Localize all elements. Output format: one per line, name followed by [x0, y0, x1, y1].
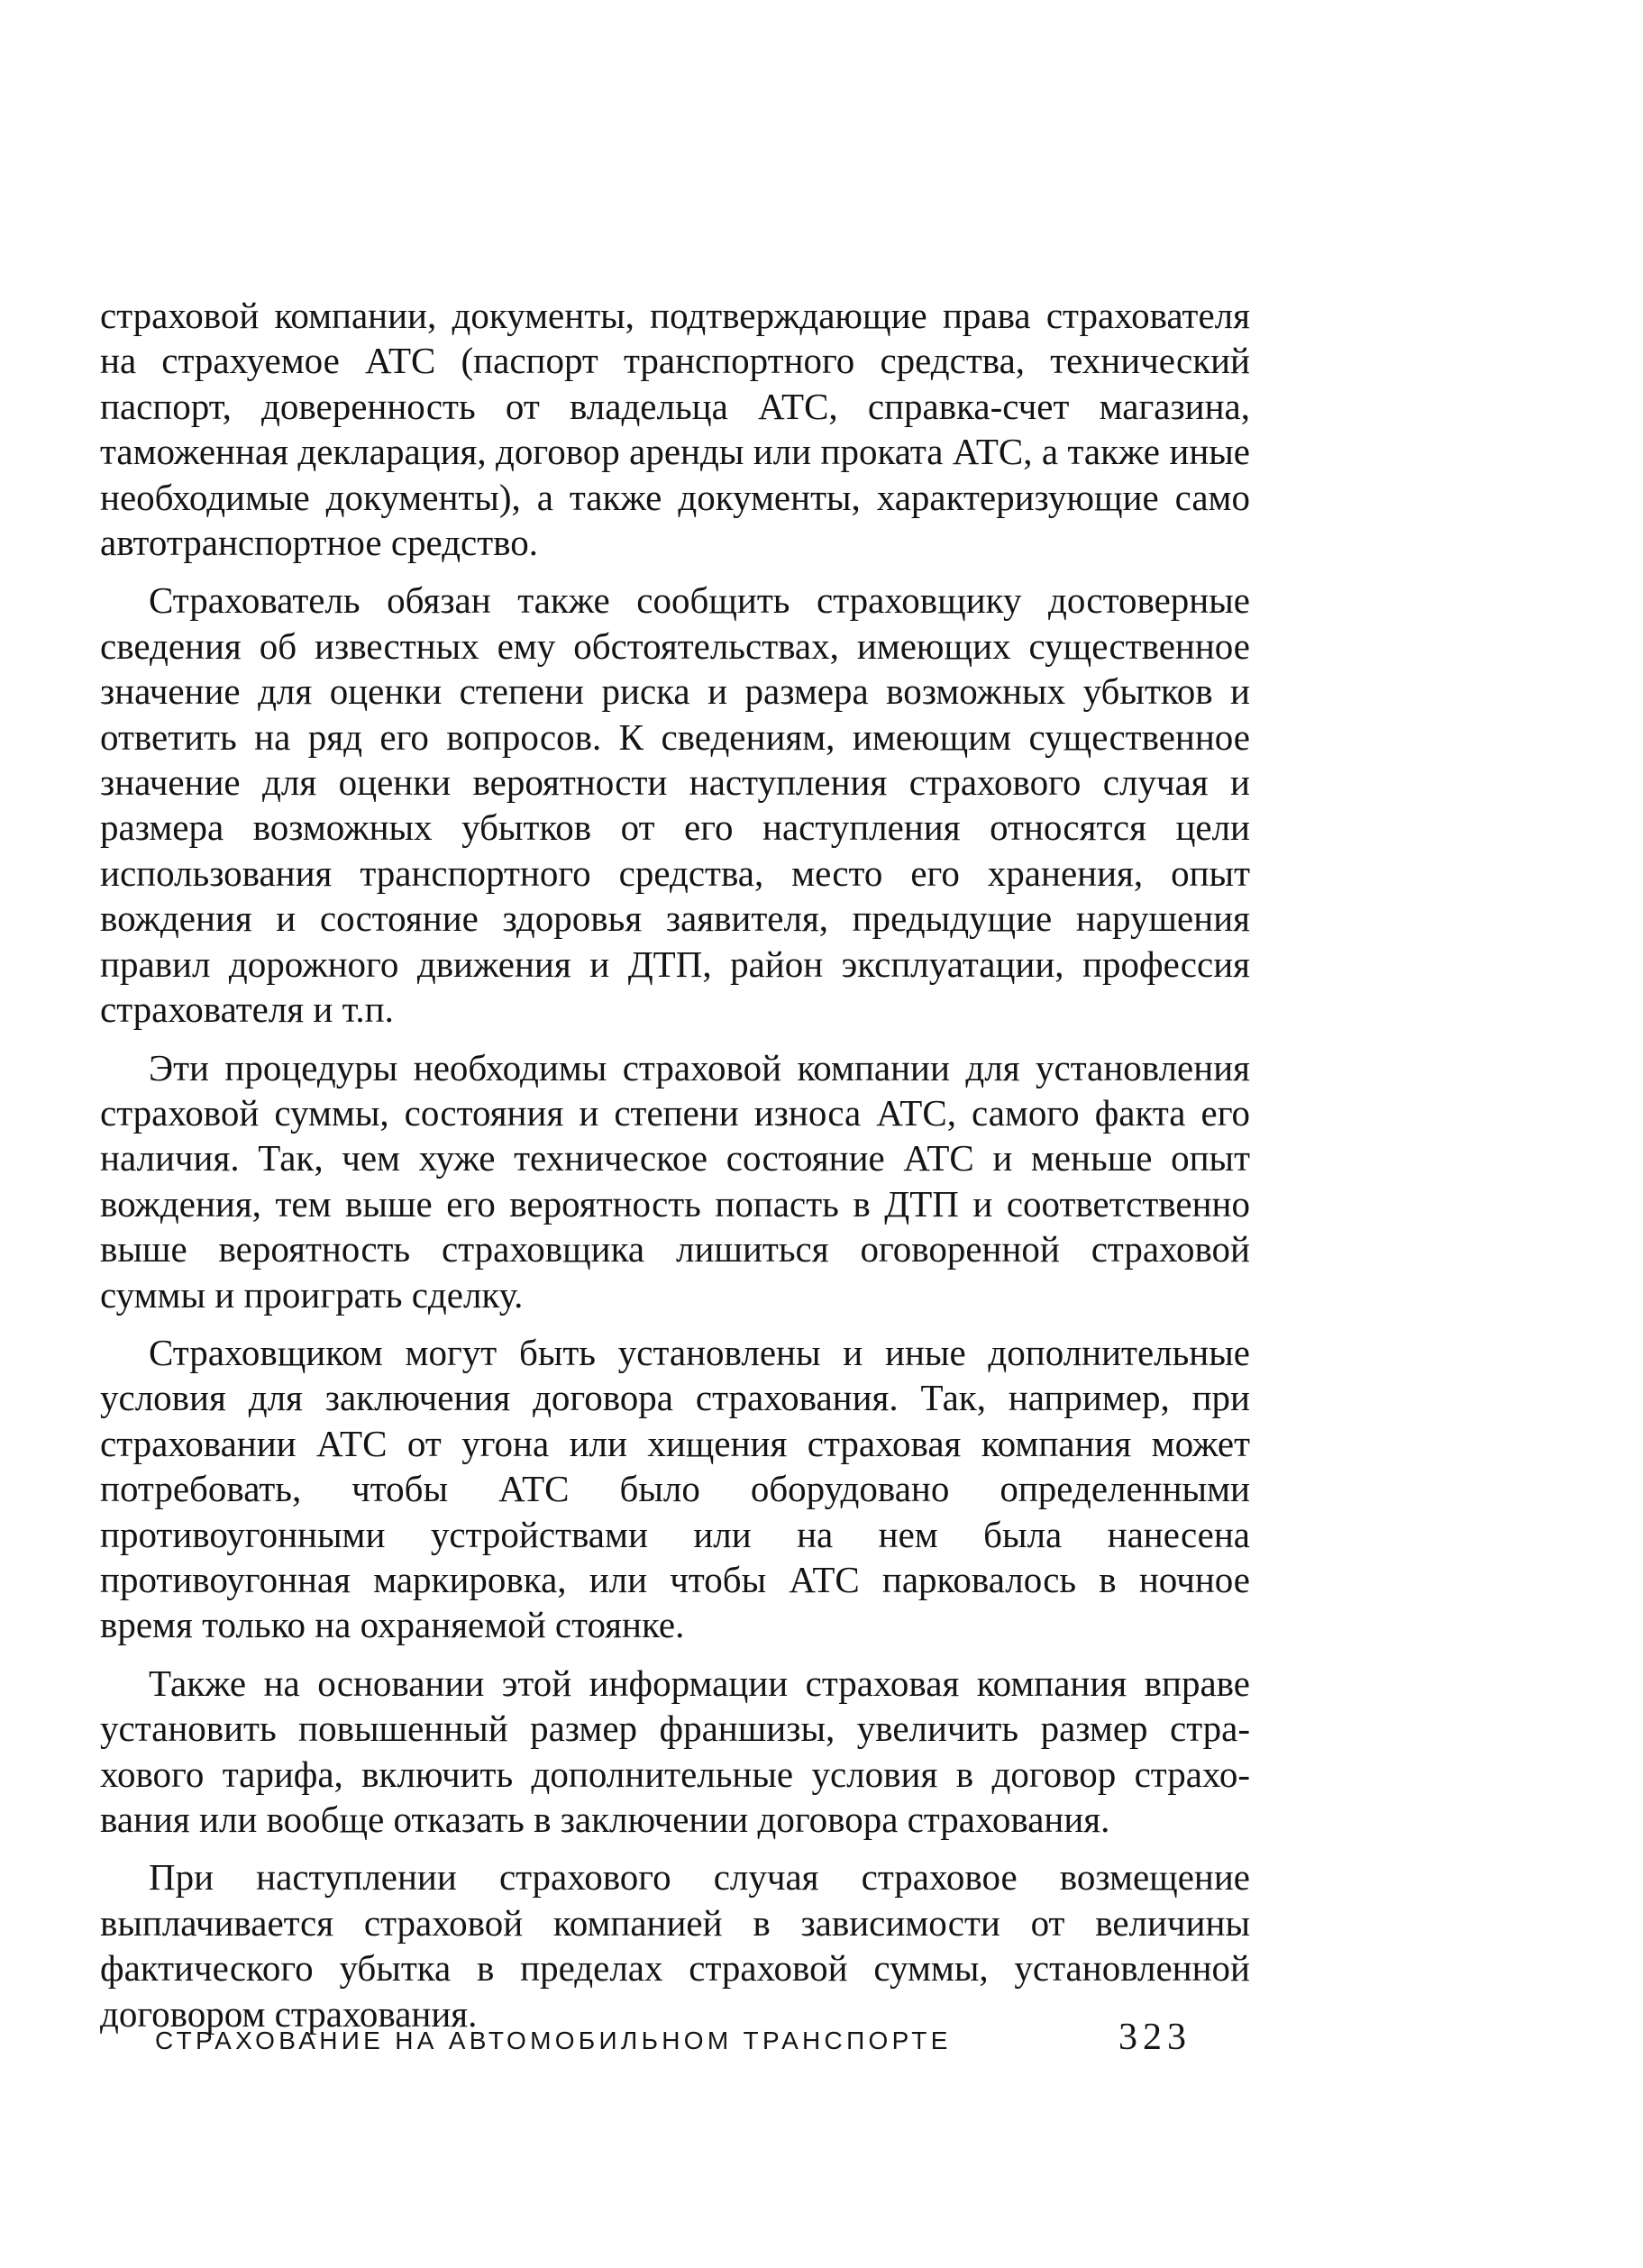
- paragraph-4: Страховщиком могут быть установлены и иные дополнительные условия для заключения договора страхования. Так, например, при страховании АТС от угона или хищения страховая компания может потребовать, чтобы АТС было оборудовано определенными противоугонными устройствами или на нем была нанесена противоугонная маркировка, или чтобы АТС парковалось в ночное время только на охраняемой стоянке.: [100, 1331, 1250, 1646]
- paragraph-2: Страхователь обязан также сообщить страховщику достоверные сведения об известных ему обстоятельствах, имеющих существенное значение для оценки степени риска и размера возможных убытков и ответить на ряд его вопросов. К сведениям, имеющим существенное значение для оценки вероятности наступления страхового случая и размера возможных убытков от его наступления относятся цели использования транспортного средства, место его хранения, опыт вождения и состояние здоровья заявителя, предыдущие нарушения правил дорожного движения и ДТП, район эксплуатации, профессия страхователя и т.п.: [100, 579, 1250, 1031]
- paragraph-1: страховой компании, документы, подтверждающие права страхователя на страхуемое АТС (паспорт транспортного средства, технический паспорт, доверенность от владельца АТС, справка-счет магазина, таможенная декларация, договор аренды или проката АТС, а также иные необходимые документы), а также документы, характеризующие само автотранспортное средство.: [100, 295, 1250, 564]
- paragraph-6: При наступлении страхового случая страховое возмещение выплачивается страховой компанией в зависимости от величины фактического убытка в пределах страховой суммы, установленной договором страхования.: [100, 1856, 1250, 2035]
- paragraph-3: Эти процедуры необходимы страховой компании для установления страховой суммы, состояния и степени износа АТС, самого факта его наличия. Так, чем хуже техническое состояние АТС и меньше опыт вождения, тем выше его вероятность попасть в ДТП и соответственно выше вероятность страховщика лишиться оговоренной страховой суммы и проиграть сделку.: [100, 1046, 1250, 1316]
- page-number: 323: [1118, 2017, 1191, 2058]
- page-body-text: [100, 293, 1250, 2049]
- running-title: СТРАХОВАНИЕ НА АВТОМОБИЛЬНОМ ТРАНСПОРТЕ: [155, 2027, 952, 2054]
- running-footer: [155, 2016, 1191, 2059]
- paragraph-5: Также на основании этой информации страховая компания вправе установить повышенный размер франшизы, увеличить размер страхового тарифа, включить дополнительные условия в договор страхования или вообще отказать в заключении договора страхования.: [100, 1662, 1250, 1840]
